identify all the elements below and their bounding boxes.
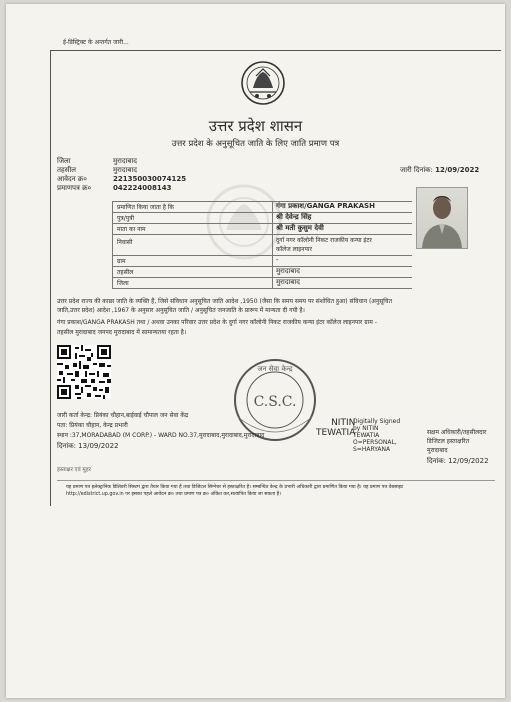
holder-name: गंगा प्रकाश/GANGA PRAKASH — [276, 202, 375, 210]
issue-date — [400, 166, 479, 175]
signature-line: TEWATIA — [353, 432, 380, 439]
page-title: उत्तर प्रदेश शासन — [208, 117, 303, 135]
tehsil-label: तहसील — [57, 166, 76, 174]
tehsil-value: मुरादाबाद — [113, 166, 137, 174]
table-rule — [112, 234, 412, 235]
caste-statement-line-1: उत्तर प्रदेश राज्य की काछा जाति के व्यक्ति हैं, जिसे संविधान अनुसूचित जाति आदेश ,1950 (जैसा कि समय समय पर संशोधित हुआ) संविधान (अनुसूचित — [57, 298, 393, 305]
detail-label-tehsil: तहसील — [117, 269, 134, 276]
table-rule — [112, 255, 412, 256]
page-subtitle: उत्तर प्रदेश के अनुसूचित जाति के लिए जाति प्रमाण पत्र — [171, 139, 340, 149]
issuing-center: जारी कर्ता केन्द्र: प्रियंका चौहान,बाईवाई चौपाल जन सेवा केंद्र — [57, 412, 189, 419]
issue-date-value: 12/09/2022 — [435, 166, 480, 174]
issuer-location: स्थान :37,MORADABAD (M CORP.) - WARD NO.37,मुरादाबाद,मुरादाबाद,मुरादाबाद — [57, 432, 265, 439]
issuer-date: दिनांक: 13/09/2022 — [57, 442, 119, 450]
table-rule — [272, 201, 273, 288]
detail-label-district: जिला — [117, 280, 129, 287]
table-rule — [112, 223, 412, 224]
certificate-number-label: प्रमाणपत्र क्र० — [57, 184, 92, 192]
table-rule — [112, 212, 412, 213]
issue-date-label: जारी दिनांक: — [400, 166, 433, 174]
application-number-value: 221350030074125 — [113, 175, 187, 183]
svg-text:जन सेवा केन्द्र: जन सेवा केन्द्र — [257, 365, 293, 373]
district-value: मुरादाबाद — [113, 157, 137, 165]
footer-line-1: यह प्रमाण पत्र इलेक्ट्रानिक डिलिवरी सिस्टम द्वारा तैयार किया गया है तथा डिजिटल सिग्नेचर से हस्ताक्षरित है। सम्बन्धित केन्द्र के प्रभारी अधिकारी द्वारा प्रमाणित किया गया है। यह प्रमाण पत्र वेबसाइट — [66, 485, 404, 490]
residence-statement-line-1: गंगा प्रकाश/GANGA PRAKASH तथा / अथवा उनका परिवार उत्तर प्रदेश के दुर्गा नगर कॉलोनी निकट राजकीय कन्या इंटर कॉलेज लाइनपार ग्राम - — [57, 319, 377, 326]
signer-last-name: TEWATIA — [316, 428, 356, 438]
certificate-number-value: 042224008143 — [113, 184, 172, 192]
edistrict-note: ई-डिस्ट्रिक्ट के अन्तर्गत जारी... — [63, 39, 129, 46]
footer-divider — [57, 480, 495, 481]
signature-and-seal-label: हस्ताक्षर एवं मुहर — [57, 467, 91, 473]
signer-name-large — [316, 418, 355, 438]
district-label: जिला — [57, 157, 71, 165]
signature-line: by NITIN — [353, 425, 379, 432]
detail-label-son-of: पुत्र/पुत्री — [117, 215, 135, 222]
up-government-emblem-icon — [240, 58, 286, 108]
tehsil-detail-value: मुरादाबाद — [276, 267, 300, 275]
officer-designation: सक्षम अधिकारी/तहसीलदार — [427, 429, 487, 436]
signature-line: O=PERSONAL, — [353, 439, 397, 446]
signature-line: S=HARYANA — [353, 446, 391, 453]
signer-first-name: NITIN — [331, 418, 356, 428]
qr-code[interactable] — [57, 345, 111, 399]
signature-line: Digitally Signed — [353, 418, 401, 425]
officer-district: मुरादाबाद — [427, 447, 448, 454]
table-rule — [112, 288, 412, 289]
residence-statement-line-2: तहसील मुरादाबाद जनपद मुरादाबाद में सामान्यतया रहता है। — [57, 329, 187, 336]
table-rule — [112, 266, 412, 267]
table-rule — [112, 277, 412, 278]
village-value: - — [276, 256, 279, 264]
table-rule — [112, 201, 113, 288]
detail-label-village: ग्राम — [117, 258, 126, 265]
digital-signature-block — [353, 418, 400, 453]
footer-line-2: http://edistrict.up.gov.in पर इसका पहले आवेदन क्र० तथा प्रमाण पत्र क्र० अंकित कर,सत्यापित किया जा सकता है। — [66, 492, 282, 497]
district-detail-value: मुरादाबाद — [276, 278, 300, 286]
father-name: श्री देवेन्द्र सिंह — [276, 213, 312, 221]
digitally-signed-note: डिजिटल हस्ताक्षरित — [427, 438, 469, 445]
issuer-address: पता: प्रियंका चौहान, केन्द्र प्रभारी — [57, 422, 128, 429]
address-line-1: दुर्गा नगर कॉलोनी निकट राजकीय कन्या इंटर — [276, 237, 372, 244]
detail-label-mother: माता का नाम — [117, 226, 146, 233]
holder-photo — [416, 187, 468, 249]
detail-label-resident: निवासी — [117, 239, 133, 246]
application-number-label: आवेदन क्र० — [57, 175, 87, 183]
detail-label-certified: प्रमाणित किया जाता है कि — [117, 204, 175, 211]
caste-statement-line-2: जाति,उत्तर प्रदेश) आदेश ,1967 के अनुसार अनुसूचित जाति / अनुसूचित जनजाति के प्रारूप में मान्यता दी गयी है। — [57, 307, 305, 314]
mother-name: श्री मती कुसुम देवी — [276, 224, 324, 232]
address-line-2: कॉलेज लाइनपार — [276, 246, 312, 253]
officer-date: दिनांक: 12/09/2022 — [427, 457, 489, 465]
svg-text:C.S.C.: C.S.C. — [253, 394, 297, 410]
